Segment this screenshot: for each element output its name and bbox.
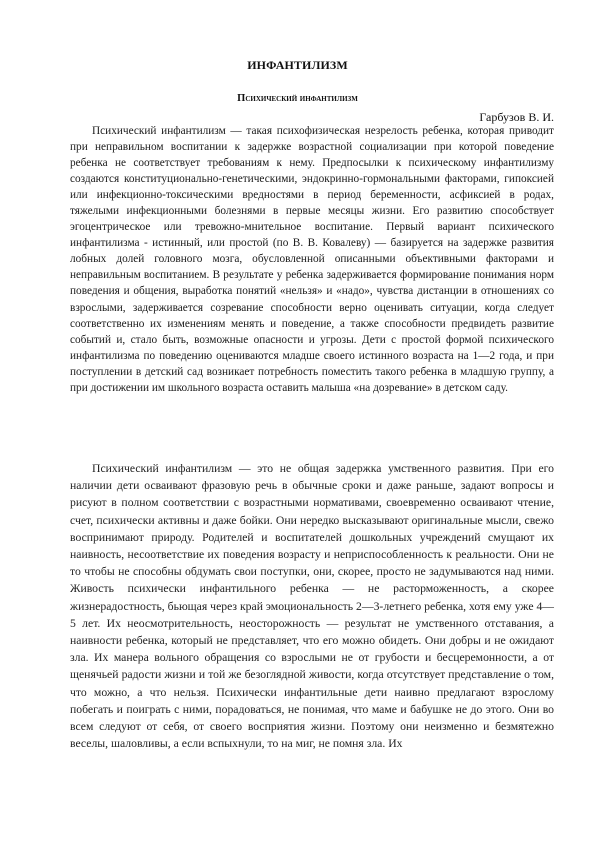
section-subtitle: Психический инфантилизм <box>237 93 358 104</box>
document-title: ИНФАНТИЛИЗМ <box>247 58 348 72</box>
body-paragraph-1: Психический инфантилизм — такая психофизическая незрелость ребенка, которая приводит при неправильном воспитании к задержке возрастной социализации при которой поведение ребенка не соответствует требованиям к нему. Предпосылки к психическому инфантилизму создаются конституционально-генетическими, эндокринно-гормональными факторами, гипоксией или инфекционно-токсическими вредностями в период беременности, асфиксией в родах, тяжелыми инфекционными болезнями в первые месяцы жизни. Его развитию способствует эгоцентрическое или тревожно-мнительное воспитание. Первый вариант психического инфантилизма - истинный, или простой (по В. В. Ковалеву) — базируется на задержке развития лобных долей головного мозга, обусловленной описанными объективными факторами и неправильным воспитанием. В результате у ребенка задерживается формирование понимания норм поведения и общения, выработка понятий «нельзя» и «надо», чувства дистанции в отношениях со взрослыми, задерживается созревание способности верно оценивать ситуации, когда следует соответственно их изменениям менять и поведение, а также способности предвидеть развитие событий и, стало быть, возможные опасности и угрозы. Дети с простой формой психического инфантилизма по поведению оцениваются младше своего истинного возраста на 1—2 года, и при поступлении в детский сад возникает потребность поместить такого ребенка в младшую группу, а при достижении им школьного возраста оставить малыша «на дозревание» в детском саду. <box>70 125 554 394</box>
body-paragraph-2: Психический инфантилизм — это не общая задержка умственного развития. При его наличии дети осваивают фразовую речь в обычные сроки и даже раньше, задают вопросы и рисуют в полном соответствии с возрастными нормативами, своевременно осваивают чтение, счет, психически активны и даже бойки. Они нередко высказывают оригинальные мысли, свежо воспринимают природу. Родителей и воспитателей дошкольных учреждений смущают их наивность, несоответствие их поведения возрасту и неприспособленность к реальности. Они не то чтобы не способны обдумать свои поступки, они, скорее, просто не задумываются над ними. Живость психически инфантильного ребенка — не расторможенность, а скорее жизнерадостность, бьющая через край эмоциональность 2—3-летнего ребенка, хотя ему уже 4—5 лет. Их неосмотрительность, неосторожность — результат не умственного отставания, а наивности ребенка, который не представляет, что его можно обидеть. Они добры и не ожидают зла. Их манера вольного обращения со взрослыми не от грубости и бесцеремонности, а от щенячьей радости жизни и той же безоглядной живости, когда отсутствует представление о том, что можно, а что нельзя. Психически инфантильные дети наивно предлагают взрослому побегать и поиграть с ними, порадоваться, не понимая, что маме и бабушке не до этого. Они во всем следуют от себя, от своего восприятия жизни. Поэтому они неизменно и безмятежно веселы, шаловливы, а если вспыхнули, то на миг, не помня зла. Их <box>70 462 554 751</box>
author-name: Гарбузов В. И. <box>479 110 554 124</box>
